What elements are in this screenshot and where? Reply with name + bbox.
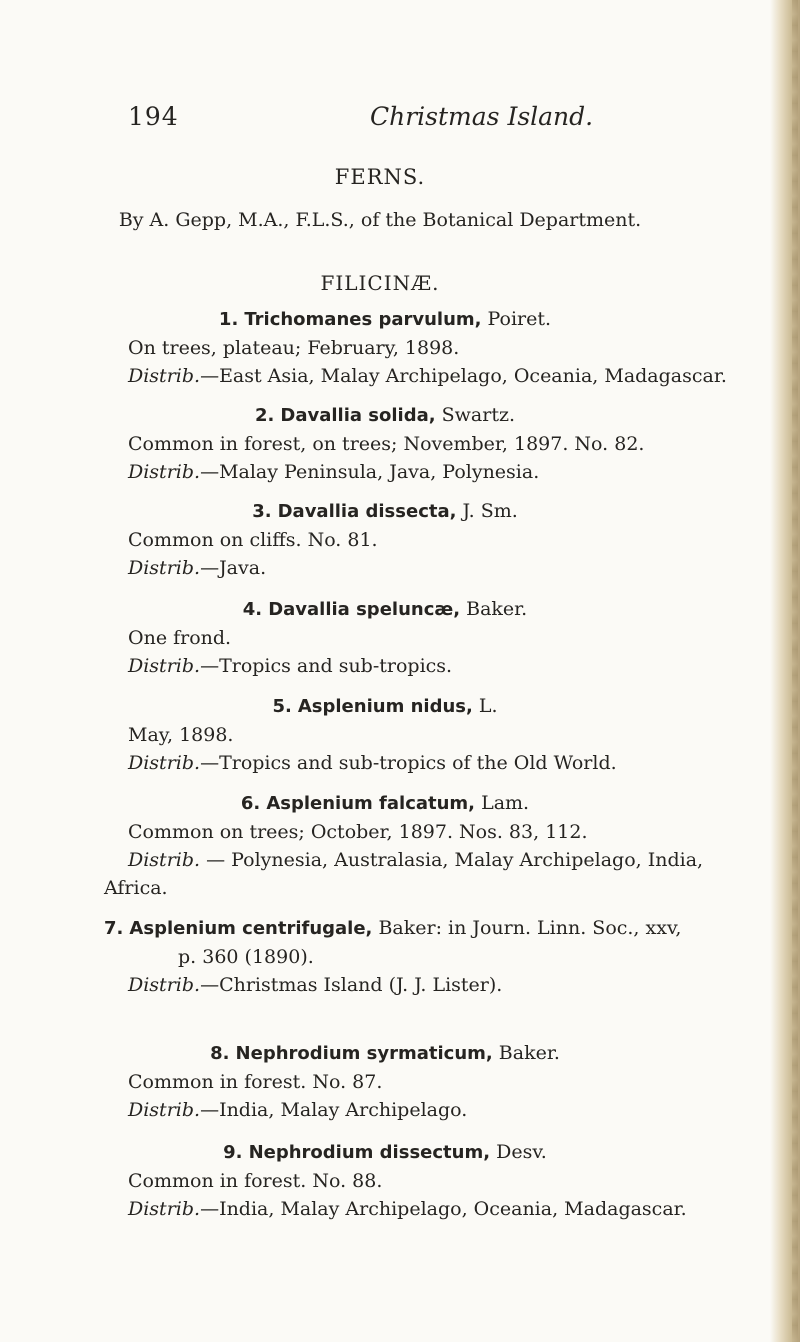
species-heading: 4. Davallia speluncæ, Baker. [242, 598, 528, 620]
distribution-continued: Africa. [104, 877, 168, 899]
species-authority: Baker: in Journ. Linn. Soc., xxv, [378, 917, 682, 939]
page-edge-shadow [770, 0, 800, 1342]
species-heading: 7. Asplenium centrifugale, Baker: in Journ. Linn. Soc., xxv, [104, 917, 682, 939]
species-name: Asplenium nidus, [297, 696, 473, 717]
authority-continued: p. 360 (1890). [178, 946, 314, 968]
collection-note: Common on cliffs. No. 81. [128, 529, 378, 551]
species-entry [0, 789, 760, 902]
collection-note: Common in forest, on trees; November, 1897. No. 82. [128, 433, 645, 455]
species-name: Asplenium centrifugale, [129, 918, 373, 939]
species-authority: Baker. [498, 1042, 560, 1064]
species-heading: 5. Asplenium nidus, L. [272, 695, 498, 717]
article-title: FERNS. [334, 165, 426, 189]
article-byline: By A. Gepp, M.A., F.L.S., of the Botanical Department. [118, 209, 642, 231]
species-name: Davallia speluncæ, [268, 599, 461, 620]
collection-note: Common on trees; October, 1897. Nos. 83, 112. [128, 821, 588, 843]
species-authority: Swartz. [441, 404, 516, 426]
collection-note: Common in forest. No. 88. [128, 1170, 383, 1192]
species-name: Asplenium falcatum, [266, 793, 476, 814]
distribution: Distrib.—Malay Peninsula, Java, Polynesia. [128, 461, 540, 483]
species-entry [0, 401, 760, 486]
species-heading: 3. Davallia dissecta, J. Sm. [252, 500, 518, 522]
collection-note: Common in forest. No. 87. [128, 1071, 383, 1093]
species-entry [0, 595, 760, 680]
species-entry [0, 914, 760, 999]
collection-note: On trees, plateau; February, 1898. [128, 337, 460, 359]
species-name: Davallia dissecta, [277, 501, 457, 522]
species-name: Nephrodium dissectum, [248, 1142, 491, 1163]
species-authority: L. [478, 695, 498, 717]
species-name: Nephrodium syrmaticum, [235, 1043, 493, 1064]
species-heading: 9. Nephrodium dissectum, Desv. [223, 1141, 547, 1163]
collection-note: One frond. [128, 627, 232, 649]
species-heading: 8. Nephrodium syrmaticum, Baker. [210, 1042, 560, 1064]
distribution: Distrib.—Java. [128, 557, 267, 579]
species-entry [0, 497, 760, 582]
species-heading: 6. Asplenium falcatum, Lam. [240, 792, 530, 814]
distribution: Distrib. — Polynesia, Australasia, Malay Archipelago, India, [128, 849, 704, 871]
species-authority: Poiret. [487, 308, 552, 330]
species-authority: J. Sm. [462, 500, 518, 522]
species-entry [0, 692, 760, 777]
species-authority: Lam. [481, 792, 530, 814]
species-name: Davallia solida, [280, 405, 436, 426]
distribution: Distrib.—India, Malay Archipelago, Oceania, Madagascar. [128, 1198, 687, 1220]
distribution: Distrib.—Tropics and sub-tropics. [128, 655, 453, 677]
species-entry [0, 1039, 760, 1124]
running-title: Christmas Island. [370, 102, 594, 131]
distribution: Distrib.—India, Malay Archipelago. [128, 1099, 468, 1121]
distribution: Distrib.—Christmas Island (J. J. Lister). [128, 974, 503, 996]
species-entry [0, 305, 760, 390]
species-name: Trichomanes parvulum, [244, 309, 482, 330]
species-heading: 1. Trichomanes parvulum, Poiret. [218, 308, 552, 330]
running-head [0, 102, 800, 134]
species-authority: Baker. [466, 598, 528, 620]
species-heading: 2. Davallia solida, Swartz. [254, 404, 516, 426]
page-number: 194 [128, 102, 179, 131]
distribution: Distrib.—Tropics and sub-tropics of the Old World. [128, 752, 617, 774]
species-authority: Desv. [496, 1141, 547, 1163]
family-heading: FILICINÆ. [320, 271, 440, 295]
collection-note: May, 1898. [128, 724, 234, 746]
species-entry [0, 1138, 760, 1223]
distribution: Distrib.—East Asia, Malay Archipelago, Oceania, Madagascar. [128, 365, 727, 387]
